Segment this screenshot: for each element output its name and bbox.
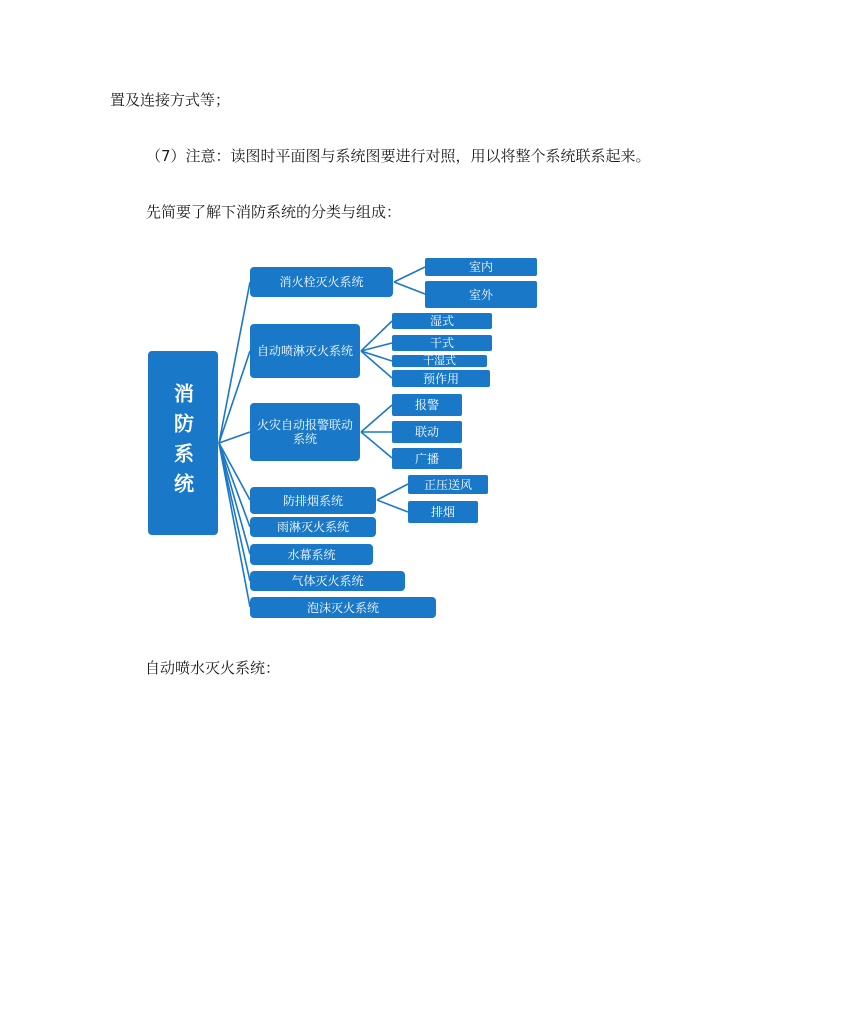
leaf-label: 湿式 [429,314,454,328]
branch-label: 雨淋灭火系统 [276,520,349,534]
leaf-dry-wet [392,355,487,367]
leaf-label: 正压送风 [423,477,472,492]
branch-label: 气体灭火系统 [291,574,364,588]
leaf-label: 室外 [468,287,493,302]
branch-connector [361,432,392,458]
leaf-label: 广播 [414,451,439,466]
branch-deluge-system [250,517,376,537]
branch-fire-alarm-system [250,403,360,461]
leaf-label: 排烟 [430,505,455,519]
leaf-linkage [392,421,462,443]
branch-connector [377,484,408,500]
text-line-3: 先简要了解下消防系统的分类与组成： [146,203,402,221]
branch-connector [394,282,425,294]
branch-label: 消火栓灭火系统 [279,275,364,289]
text-line-4: 自动喷水灭火系统： [145,659,281,677]
leaf-alarm [392,394,462,416]
branch-smoke-exhaust-system [250,487,376,514]
leaf-label: 干湿式 [423,354,456,367]
branch-gas-extinguishing-system [250,571,405,591]
branch-label: 泡沫灭火系统 [306,600,379,615]
branch-label: 火灾自动报警联动系统 [256,418,353,446]
leaf-pressurized-supply [408,475,488,494]
branch-foam-extinguishing-system [250,597,436,618]
branch-connector [361,351,392,378]
diagram-root-node [148,351,218,535]
branch-connector [361,405,392,432]
leaf-label: 联动 [414,425,439,439]
text-line-1: 置及连接方式等； [110,91,231,109]
root-label: 消防系统 [170,383,195,503]
leaf-broadcast [392,448,462,469]
branch-label: 水幕系统 [287,547,336,562]
root-connector [219,443,250,607]
leaf-label: 室内 [468,260,493,274]
text-line-2: （7）注意：读图时平面图与系统图要进行对照，用以将整个系统联系起来。 [146,147,651,165]
branch-label: 防排烟系统 [282,493,343,508]
branch-connector [377,500,408,512]
leaf-wet [392,313,492,329]
branch-water-curtain-system [250,544,373,565]
leaf-label: 预作用 [422,371,459,386]
root-connector [219,443,250,554]
root-connector [219,432,250,443]
branch-connector [394,267,425,282]
leaf-label: 干式 [429,336,454,350]
leaf-pre-action [392,370,490,387]
leaf-smoke-exhaust [408,501,478,523]
branch-sprinkler-system [250,324,360,378]
leaf-indoor [425,258,537,276]
leaf-dry [392,335,492,351]
leaf-label: 报警 [414,398,439,412]
leaf-outdoor [425,281,537,308]
branch-label: 自动喷淋灭火系统 [256,344,353,358]
branch-hydrant-system [250,267,393,297]
